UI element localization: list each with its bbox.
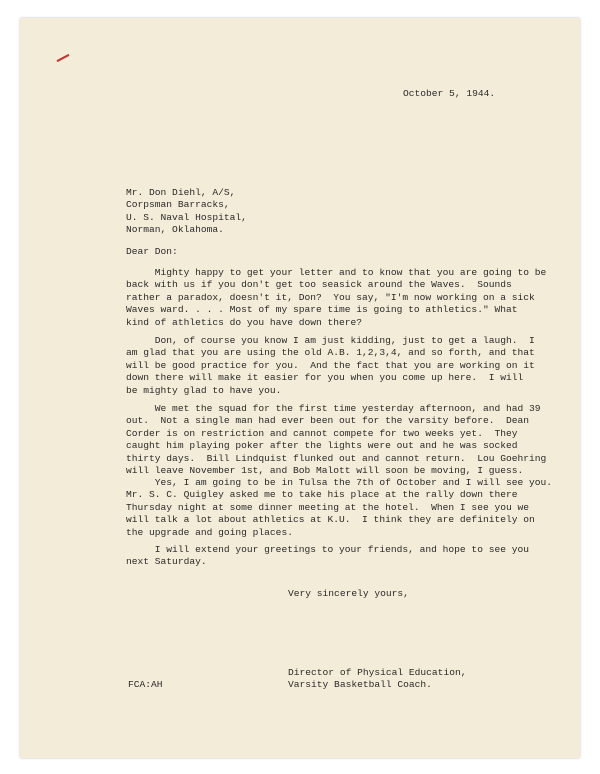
paragraph-line: the upgrade and going places.	[126, 526, 293, 538]
paragraph-line: Mr. S. C. Quigley asked me to take his place at the rally down there	[126, 489, 518, 501]
paragraph-line: rather a paradox, doesn't it, Don? You say, "I'm now working on a sick	[126, 291, 535, 303]
paragraph-line: be mighty glad to have you.	[126, 384, 282, 396]
paragraph-line: am glad that you are using the old A.B. 1,2,3,4, and so forth, and that	[126, 347, 535, 359]
paragraph-line: will talk a lot about athletics at K.U. I think they are definitely on	[126, 514, 535, 526]
paragraph-line: kind of athletics do you have down there?	[126, 316, 363, 328]
paragraph-line: I will extend your greetings to your friends, and hope to see you	[126, 544, 530, 555]
signature-block	[288, 667, 466, 692]
paragraph-2	[126, 335, 535, 397]
address-line: Norman, Oklahoma.	[126, 224, 224, 236]
address-line: Mr. Don Diehl, A/S,	[126, 187, 236, 198]
paragraph-line: back with us if you don't get too seasick around the Waves. Sounds	[126, 279, 512, 291]
paragraph-line: Corder is on restriction and cannot compete for two weeks yet. They	[126, 427, 518, 439]
paragraph-line: Thursday night at some dinner meeting at the hotel. When I see you we	[126, 501, 530, 513]
paragraph-4	[126, 477, 552, 539]
paragraph-line: down there will make it easier for you when you come up here. I will	[126, 372, 524, 384]
paragraph-line: Waves ward. . . . Most of my spare time is going to athletics." What	[126, 304, 518, 316]
address-line: Corpsman Barracks,	[126, 199, 230, 211]
signature-title-line: Varsity Basketball Coach.	[288, 679, 432, 691]
recipient-address	[126, 187, 247, 237]
signature-title-line: Director of Physical Education,	[288, 667, 467, 678]
address-line: U. S. Naval Hospital,	[126, 211, 247, 223]
paragraph-line: next Saturday.	[126, 556, 207, 568]
letter-date: October 5, 1944.	[403, 88, 496, 99]
paragraph-line: will be good practice for you. And the fact that you are working on it	[126, 359, 535, 371]
paragraph-5	[126, 544, 529, 569]
paragraph-line: Don, of course you know I am just kidding, just to get a laugh. I	[126, 335, 535, 346]
paragraph-line: thirty days. Bill Lindquist flunked out and cannot return. Lou Goehring	[126, 452, 547, 464]
paragraph-3	[126, 403, 546, 477]
paragraph-1	[126, 267, 546, 329]
paragraph-line: caught him playing poker after the lights were out and he was socked	[126, 440, 518, 452]
salutation: Dear Don:	[126, 246, 178, 257]
paragraph-line: Mighty happy to get your letter and to know that you are going to be	[126, 267, 547, 278]
complimentary-closing: Very sincerely yours,	[288, 588, 409, 599]
typist-initials: FCA:AH	[128, 679, 163, 690]
paragraph-line: We met the squad for the first time yesterday afternoon, and had 39	[126, 403, 541, 414]
paragraph-line: will leave November 1st, and Bob Malott will soon be moving, I guess.	[126, 464, 524, 476]
paragraph-line: Yes, I am going to be in Tulsa the 7th of October and I will see you.	[126, 477, 553, 488]
paragraph-line: out. Not a single man had ever been out for the varsity before. Dean	[126, 415, 530, 427]
